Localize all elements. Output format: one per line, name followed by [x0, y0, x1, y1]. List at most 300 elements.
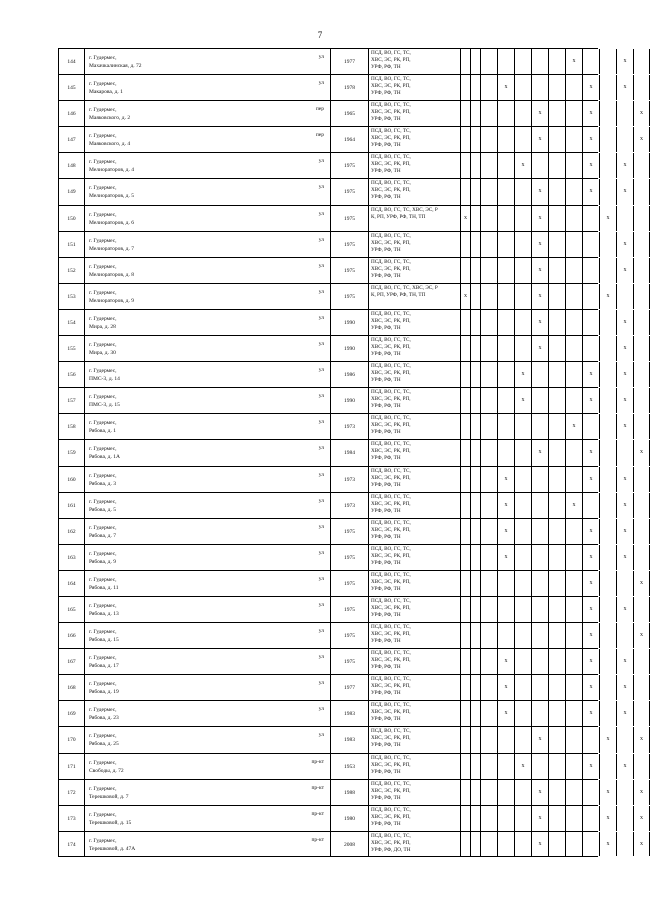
systems-line: ПСД, ВО, ГС, ТС, [371, 232, 411, 239]
mark-cell [497, 727, 514, 752]
address-street: Мира, д. 28 [89, 323, 116, 330]
mark-cell [470, 597, 480, 622]
mark-cell [497, 806, 514, 831]
mark-cell: x [582, 623, 599, 648]
mark-cell [565, 101, 582, 126]
mark-cell [460, 754, 470, 779]
build-year: 1977 [330, 49, 368, 74]
table-row [58, 387, 627, 413]
street-type: пер [315, 106, 324, 113]
mark-cell [460, 780, 470, 805]
mark-cell [582, 49, 599, 74]
systems-line: ПСД, ВО, ГС, ТС, [371, 780, 411, 787]
mark-cell: x [616, 336, 633, 361]
mark-cell [633, 310, 650, 335]
mark-cell [514, 336, 531, 361]
systems-line: ПСД, ВО, ГС, ТС, [371, 180, 411, 187]
mark-cell [582, 336, 599, 361]
systems-line: УРФ, РФ, ТН [371, 324, 401, 331]
mark-cell [514, 414, 531, 439]
table-row [58, 753, 627, 779]
mark-cell [531, 414, 548, 439]
mark-cell: x [582, 649, 599, 674]
mark-cell [565, 284, 582, 309]
systems-line: ХВС, ЭС, РК, РП, [371, 813, 411, 820]
street-type: ул [318, 262, 324, 269]
address-city: г. Гудермес, [89, 837, 117, 844]
address-street: Рябова, д. 17 [89, 663, 119, 670]
mark-cell [531, 754, 548, 779]
mark-cell: x [531, 440, 548, 465]
street-type: ул [318, 654, 324, 661]
systems-line: ПСД, ВО, ГС, ТС, [371, 702, 411, 709]
mark-cell: x [514, 754, 531, 779]
mark-cell: x [531, 806, 548, 831]
mark-cell [497, 258, 514, 283]
mark-cell [460, 649, 470, 674]
address-street: Рябова, д. 25 [89, 741, 119, 748]
build-year: 1975 [330, 258, 368, 283]
systems-line: ХВС, ЭС, РК, РП, [371, 604, 411, 611]
mark-cell: x [582, 519, 599, 544]
mark-cell [460, 75, 470, 100]
mark-cell [480, 206, 497, 231]
table-row [58, 152, 627, 178]
mark-cell [460, 258, 470, 283]
systems-line: ХВС, ЭС, РК, РП, [371, 83, 411, 90]
mark-cell [514, 675, 531, 700]
table-row [58, 74, 627, 100]
mark-cell [497, 440, 514, 465]
mark-cell [460, 701, 470, 726]
mark-cell [470, 832, 480, 856]
mark-cell: x [582, 545, 599, 570]
street-type: ул [318, 288, 324, 295]
mark-cell: x [616, 467, 633, 492]
systems-list [368, 623, 460, 648]
systems-line: ХВС, ЭС, РК, РП, [371, 239, 411, 246]
systems-line: ХВС, ЭС, РК, РП, [371, 396, 411, 403]
systems-line: УРФ, РФ, ТН [371, 194, 401, 201]
mark-cell [633, 232, 650, 257]
systems-line: УРФ, РФ, ТН [371, 116, 401, 123]
street-type: ул [318, 497, 324, 504]
systems-line: УРФ, РФ, ТН [371, 455, 401, 462]
row-number: 174 [58, 832, 84, 856]
address-city: г. Гудермес, [89, 759, 117, 766]
address-city: г. Гудермес, [89, 394, 117, 401]
mark-cell [599, 388, 616, 413]
systems-line: УРФ, РФ, ТН [371, 742, 401, 749]
systems-line: УРФ, РФ, ТН [371, 690, 401, 697]
address-city: г. Гудермес, [89, 133, 117, 140]
systems-line: УРФ, РФ, ТН [371, 142, 401, 149]
systems-line: ХВС, ЭС, РК, РП, [371, 57, 411, 63]
mark-cell [531, 571, 548, 596]
mark-cell: x [599, 806, 616, 831]
mark-cell [460, 832, 470, 856]
mark-cell [565, 362, 582, 387]
mark-cell: x [633, 780, 650, 805]
mark-cell [548, 284, 565, 309]
address-cell [84, 806, 330, 831]
mark-cell [480, 75, 497, 100]
mark-cell [497, 754, 514, 779]
mark-cell: x [616, 545, 633, 570]
mark-cell [460, 414, 470, 439]
street-type: ул [318, 184, 324, 191]
systems-line: ХВС, ЭС, РК, РП, [371, 526, 411, 533]
mark-cell [582, 493, 599, 518]
address-cell [84, 519, 330, 544]
systems-line: УРФ, РФ, ТН [371, 716, 401, 723]
mark-cell [548, 127, 565, 152]
row-number: 162 [58, 519, 84, 544]
mark-cell [460, 153, 470, 178]
address-cell [84, 310, 330, 335]
mark-cell: x [514, 388, 531, 413]
mark-cell: x [599, 206, 616, 231]
mark-cell: x [565, 414, 582, 439]
mark-cell [480, 545, 497, 570]
mark-cell [548, 597, 565, 622]
systems-line: УРФ, РФ, ТН [371, 168, 401, 175]
mark-cell [531, 467, 548, 492]
mark-cell [497, 232, 514, 257]
mark-cell: x [616, 75, 633, 100]
mark-cell [514, 727, 531, 752]
row-number: 165 [58, 597, 84, 622]
table-row [58, 283, 610, 309]
mark-cell [531, 545, 548, 570]
mark-cell [470, 310, 480, 335]
mark-cell [633, 153, 650, 178]
mark-cell: x [616, 754, 633, 779]
mark-cell [582, 832, 599, 856]
mark-cell [599, 336, 616, 361]
mark-cell [470, 75, 480, 100]
table-row [58, 361, 627, 387]
mark-cell [599, 232, 616, 257]
mark-cell [514, 467, 531, 492]
mark-cell [480, 127, 497, 152]
systems-line: УРФ, РФ, ТН [371, 585, 401, 592]
mark-cell [497, 310, 514, 335]
mark-cell [565, 336, 582, 361]
address-street: Рябова, д. 7 [89, 532, 116, 539]
mark-cell [531, 75, 548, 100]
mark-cell [616, 806, 633, 831]
mark-cell [480, 832, 497, 856]
mark-cell [531, 623, 548, 648]
mark-cell [633, 545, 650, 570]
systems-line: ПСД, ВО, ГС, ТС, ХВС, ЭС, Р [371, 284, 438, 291]
address-cell [84, 832, 330, 856]
mark-cell [497, 414, 514, 439]
mark-cell: x [616, 49, 633, 74]
mark-cell [531, 701, 548, 726]
mark-cell [633, 649, 650, 674]
address-cell [84, 467, 330, 492]
table-row [58, 413, 627, 439]
street-type: ул [318, 601, 324, 608]
table-row [58, 726, 643, 752]
mark-cell [599, 127, 616, 152]
mark-cell [470, 623, 480, 648]
mark-cell [460, 467, 470, 492]
mark-cell: x [514, 153, 531, 178]
mark-cell [460, 571, 470, 596]
systems-list [368, 179, 460, 204]
address-cell [84, 571, 330, 596]
mark-cell: x [616, 597, 633, 622]
address-street: Рябова, д. 1А [89, 454, 120, 461]
address-street: ПМС-3, д. 14 [89, 376, 120, 383]
address-city: г. Гудермес, [89, 342, 117, 349]
street-type: пр-кт [311, 836, 324, 843]
mark-cell: x [616, 649, 633, 674]
mark-cell [548, 519, 565, 544]
table-row [58, 178, 627, 204]
mark-cell: x [460, 284, 470, 309]
mark-cell [548, 101, 565, 126]
mark-cell: x [599, 727, 616, 752]
mark-cell [548, 467, 565, 492]
build-year: 1975 [330, 232, 368, 257]
build-year: 1980 [330, 806, 368, 831]
mark-cell [514, 519, 531, 544]
address-city: г. Гудермес, [89, 185, 117, 192]
mark-cell [480, 780, 497, 805]
systems-line: УРФ, РФ, ТН [371, 64, 401, 70]
mark-cell: x [616, 179, 633, 204]
row-number: 159 [58, 440, 84, 465]
mark-cell [633, 493, 650, 518]
systems-line: ПСД, ВО, ГС, ТС, [371, 728, 411, 735]
mark-cell [497, 832, 514, 856]
systems-line: УРФ, РФ, ТН [371, 377, 401, 384]
row-number: 149 [58, 179, 84, 204]
mark-cell [460, 597, 470, 622]
mark-cell [470, 179, 480, 204]
street-type: ул [318, 80, 324, 87]
systems-line: ПСД, ВО, ГС, ТС, [371, 597, 411, 604]
mark-cell [460, 440, 470, 465]
systems-line: ХВС, ЭС, РК, РП, [371, 187, 411, 194]
street-type: ул [318, 210, 324, 217]
street-type: ул [318, 628, 324, 635]
street-type: ул [318, 549, 324, 556]
address-street: Маяковского, д. 2 [89, 115, 131, 122]
systems-line: УРФ, РФ, ТН [371, 246, 401, 253]
row-number: 145 [58, 75, 84, 100]
mark-cell [470, 754, 480, 779]
mark-cell: x [616, 675, 633, 700]
address-street: Рябова, д. 5 [89, 506, 116, 513]
systems-list [368, 153, 460, 178]
table-row [58, 231, 627, 257]
mark-cell [480, 440, 497, 465]
mark-cell [599, 545, 616, 570]
mark-cell [616, 832, 633, 856]
row-number: 160 [58, 467, 84, 492]
mark-cell: x [616, 310, 633, 335]
build-year: 1964 [330, 127, 368, 152]
mark-cell [599, 754, 616, 779]
address-street: Маяковского, д. 4 [89, 141, 131, 148]
mark-cell [616, 206, 633, 231]
mark-cell: x [633, 832, 650, 856]
systems-list [368, 806, 460, 831]
systems-line: ПСД, ВО, ГС, ТС, [371, 441, 411, 448]
address-street: Рябова, д. 23 [89, 715, 119, 722]
row-number: 155 [58, 336, 84, 361]
address-city: г. Гудермес, [89, 602, 117, 609]
address-city: г. Гудермес, [89, 472, 117, 479]
address-street: Мелиораторов, д. 4 [89, 167, 134, 174]
mark-cell [470, 232, 480, 257]
mark-cell [497, 780, 514, 805]
mark-cell [599, 623, 616, 648]
systems-line: УРФ, РФ, ТН [371, 403, 401, 410]
mark-cell [548, 179, 565, 204]
mark-cell [633, 701, 650, 726]
mark-cell [514, 101, 531, 126]
mark-cell [599, 362, 616, 387]
mark-cell [470, 206, 480, 231]
mark-cell [599, 258, 616, 283]
address-street: Рябова, д. 15 [89, 637, 119, 644]
mark-cell [497, 388, 514, 413]
address-street: Рябова, д. 19 [89, 689, 119, 696]
mark-cell [470, 49, 480, 74]
address-cell [84, 232, 330, 257]
mark-cell: x [531, 127, 548, 152]
table-row [58, 335, 627, 361]
mark-cell: x [582, 701, 599, 726]
mark-cell [470, 362, 480, 387]
systems-line: ХВС, ЭС, РК, РП, [371, 370, 411, 377]
mark-cell [480, 675, 497, 700]
mark-cell [548, 545, 565, 570]
mark-cell: x [582, 467, 599, 492]
street-type: ул [318, 341, 324, 348]
mark-cell [548, 832, 565, 856]
mark-cell [599, 597, 616, 622]
mark-cell: x [582, 440, 599, 465]
mark-cell [470, 284, 480, 309]
address-city: г. Гудермес, [89, 733, 117, 740]
systems-line: ПСД, ВО, ГС, ТС, [371, 389, 411, 396]
build-year: 1975 [330, 649, 368, 674]
mark-cell [531, 362, 548, 387]
mark-cell [460, 362, 470, 387]
address-city: г. Гудермес, [89, 81, 117, 88]
systems-line: ПСД, ВО, ГС, ТС, [371, 806, 411, 813]
mark-cell [599, 519, 616, 544]
row-number: 167 [58, 649, 84, 674]
mark-cell [470, 336, 480, 361]
page-number: 7 [317, 30, 323, 40]
address-city: г. Гудермес, [89, 55, 117, 61]
systems-line: ПСД, ВО, ГС, ТС, ХВС, ЭС, Р [371, 206, 438, 213]
mark-cell [599, 179, 616, 204]
mark-cell: x [531, 336, 548, 361]
systems-list [368, 75, 460, 100]
mark-cell [599, 675, 616, 700]
address-city: г. Гудермес, [89, 576, 117, 583]
mark-cell [633, 414, 650, 439]
address-cell [84, 440, 330, 465]
address-cell [84, 362, 330, 387]
table-row [58, 205, 610, 231]
systems-list [368, 414, 460, 439]
mark-cell [497, 101, 514, 126]
mark-cell: x [531, 284, 548, 309]
table-row [58, 570, 643, 596]
systems-list [368, 832, 460, 856]
systems-line: ХВС, ЭС, РК, РП, [371, 839, 411, 846]
build-year: 1973 [330, 414, 368, 439]
systems-line: ПСД, ВО, ГС, ТС, [371, 50, 411, 56]
build-year: 1975 [330, 597, 368, 622]
mark-cell: x [497, 75, 514, 100]
mark-cell [514, 597, 531, 622]
build-year: 1973 [330, 467, 368, 492]
mark-cell: x [616, 362, 633, 387]
mark-cell [548, 232, 565, 257]
mark-cell [616, 440, 633, 465]
mark-cell [514, 206, 531, 231]
address-street: Терешковой, д. 15 [89, 819, 132, 826]
mark-cell [470, 571, 480, 596]
systems-line: ХВС, ЭС, РК, РП, [371, 500, 411, 507]
mark-cell: x [633, 440, 650, 465]
mark-cell [497, 49, 514, 74]
systems-list [368, 440, 460, 465]
address-street: Рябова, д. 3 [89, 480, 116, 487]
mark-cell [599, 49, 616, 74]
mark-cell: x [531, 179, 548, 204]
address-cell [84, 388, 330, 413]
mark-cell [548, 701, 565, 726]
mark-cell [633, 179, 650, 204]
mark-cell [531, 675, 548, 700]
mark-cell [616, 727, 633, 752]
row-number: 156 [58, 362, 84, 387]
address-cell [84, 701, 330, 726]
address-street: Мелиораторов, д. 5 [89, 193, 134, 200]
address-street: ПМС-3, д. 15 [89, 402, 120, 409]
mark-cell [460, 675, 470, 700]
mark-cell: x [599, 832, 616, 856]
address-cell [84, 414, 330, 439]
mark-cell [599, 493, 616, 518]
mark-cell: x [582, 127, 599, 152]
mark-cell [633, 754, 650, 779]
mark-cell [616, 127, 633, 152]
systems-line: УРФ, РФ, ТН [371, 507, 401, 514]
address-cell [84, 493, 330, 518]
mark-cell [470, 127, 480, 152]
mark-cell [565, 258, 582, 283]
mark-cell [514, 623, 531, 648]
mark-cell: x [531, 832, 548, 856]
mark-cell [480, 284, 497, 309]
mark-cell [565, 571, 582, 596]
street-type: ул [318, 680, 324, 687]
mark-cell: x [633, 806, 650, 831]
